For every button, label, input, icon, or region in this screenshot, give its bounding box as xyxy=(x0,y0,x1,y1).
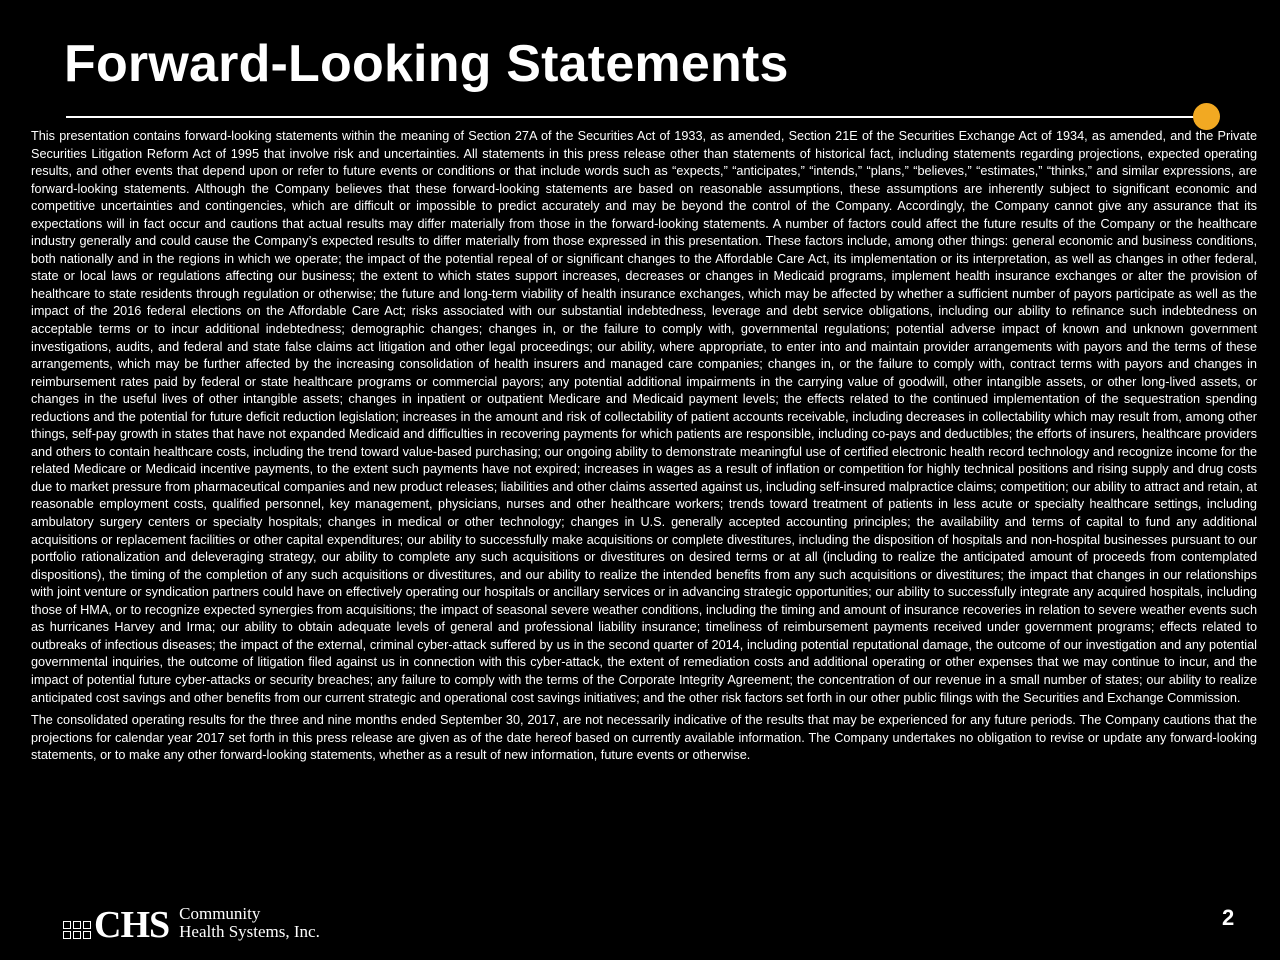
accent-dot xyxy=(1193,103,1220,130)
logo-company-name xyxy=(179,905,320,941)
logo-name-line-2: Health Systems, Inc. xyxy=(179,922,320,941)
logo-squares-icon xyxy=(63,921,91,939)
title-underline xyxy=(66,116,1204,118)
disclaimer-paragraph-1: This presentation contains forward-looking statements within the meaning of Section 27A of the Securities Act of 1933, as amended, Section 21E of the Securities Exchange Act of 1934, as amended, and the Private Securities Litigation Reform Act of 1995 that involve risk and uncertainties. All statements in this press release other than statements of historical fact, including statements regarding projections, expected operating results, and other events that depend upon or refer to future events or conditions or that include words such as “expects,” “anticipates,” “intends,” “plans,” “believes,” “estimates,” “thinks,” and similar expressions, are forward-looking statements. Although the Company believes that these forward-looking statements are based on reasonable assumptions, these assumptions are inherently subject to significant economic and competitive uncertainties and contingencies, which are difficult or impossible to predict accurately and may be beyond the control of the Company. Accordingly, the Company cannot give any assurance that its expectations will in fact occur and cautions that actual results may differ materially from those in the forward-looking statements. A number of factors could affect the future results of the Company or the healthcare industry generally and could cause the Company’s expected results to differ materially from those expressed in this presentation. These factors include, among other things: general economic and business conditions, both nationally and in the regions in which we operate; the impact of the potential repeal of or significant changes to the Affordable Care Act, its implementation or its interpretation, as well as changes in other federal, state or local laws or regulations affecting our business; the extent to which states support increases, decreases or changes in Medicaid programs, implement health insurance exchanges or alter the provision of healthcare to state residents through regulation or otherwise; the future and long-term viability of health insurance exchanges, which may be affected by whether a sufficient number of payors participate as well as the impact of the 2016 federal elections on the Affordable Care Act; risks associated with our substantial indebtedness, leverage and debt service obligations, including our ability to refinance such indebtedness on acceptable terms or to incur additional indebtedness; demographic changes; changes in, or the failure to comply with, governmental regulations; potential adverse impact of known and unknown government investigations, audits, and federal and state false claims act litigation and other legal proceedings; our ability, where appropriate, to enter into and maintain provider arrangements with payors and the terms of these arrangements, which may be further affected by the increasing consolidation of health insurers and managed care companies; changes in, or the failure to comply with, contract terms with payors and changes in reimbursement rates paid by federal or state healthcare programs or commercial payors; any potential additional impairments in the carrying value of goodwill, other intangible assets, or other long-lived assets, or changes in the useful lives of other intangible assets; changes in inpatient or outpatient Medicare and Medicaid payment levels; the effects related to the continued implementation of the sequestration spending reductions and the potential for future deficit reduction legislation; increases in the amount and risk of collectability of patient accounts receivable, including decreases in collectability which may result from, among other things, self-pay growth in states that have not expanded Medicaid and difficulties in recovering payments for which patients are responsible, including co-pays and deductibles; the efforts of insurers, healthcare providers and others to contain healthcare costs, including the trend toward value-based purchasing; our ongoing ability to demonstrate meaningful use of certified electronic health record technology and recognize income for the related Medicare or Medicaid incentive payments, to the extent such payments have not expired; increases in wages as a result of inflation or competition for highly technical positions and rising supply and drug costs due to market pressure from pharmaceutical companies and new product releases; liabilities and other claims asserted against us, including self-insured malpractice claims; competition; our ability to attract and retain, at reasonable employment costs, qualified personnel, key management, physicians, nurses and other healthcare workers; trends toward treatment of patients in less acute or specialty healthcare settings, including ambulatory surgery centers or specialty hospitals; changes in medical or other technology; changes in U.S. generally accepted accounting principles; the availability and terms of capital to fund any additional acquisitions or replacement facilities or other capital expenditures; our ability to successfully make acquisitions or complete divestitures, including the disposition of hospitals and non-hospital businesses pursuant to our portfolio rationalization and deleveraging strategy, our ability to complete any such acquisitions or divestitures on desired terms or at all (including to realize the anticipated amount of proceeds from contemplated dispositions), the timing of the completion of any such acquisitions or divestitures, and our ability to realize the intended benefits from any such acquisitions or divestitures; the impact that changes in our relationships with joint venture or syndication partners could have on effectively operating our hospitals or ancillary services or in advancing strategic opportunities; our ability to successfully integrate any acquired hospitals, including those of HMA, or to recognize expected synergies from acquisitions; the impact of seasonal severe weather conditions, including the timing and amount of insurance recoveries in relation to severe weather events such as hurricanes Harvey and Irma; our ability to obtain adequate levels of general and professional liability insurance; timeliness of reimbursement payments received under government programs; effects related to outbreaks of infectious diseases; the impact of the external, criminal cyber-attack suffered by us in the second quarter of 2014, including potential reputational damage, the outcome of our investigation and any potential governmental inquiries, the outcome of litigation filed against us in connection with this cyber-attack, the extent of remediation costs and additional operating or other expenses that we may continue to incur, and the impact of potential future cyber-attacks or security breaches; any failure to comply with the terms of the Corporate Integrity Agreement; the concentration of our revenue in a small number of states; our ability to realize anticipated cost savings and other benefits from our current strategic and operational cost savings initiatives; and the other risk factors set forth in our other public filings with the Securities and Exchange Commission. xyxy=(31,129,1257,705)
company-logo xyxy=(63,903,320,946)
slide-title: Forward-Looking Statements xyxy=(64,35,789,93)
disclaimer-paragraph-2: The consolidated operating results for the three and nine months ended September 30, 2017, are not necessarily indicative of the results that may be experienced for any future periods. The Company cautions that the projections for calendar year 2017 set forth in this press release are given as of the date hereof based on currently available information. The Company undertakes no obligation to revise or update any forward-looking statements, or to make any other forward-looking statements, whether as a result of new information, future events or otherwise. xyxy=(31,713,1257,763)
logo-mark: CHS xyxy=(94,903,170,946)
disclaimer-body xyxy=(31,128,1257,770)
page-number: 2 xyxy=(1222,905,1235,930)
logo-name-line-1: Community xyxy=(179,904,261,923)
